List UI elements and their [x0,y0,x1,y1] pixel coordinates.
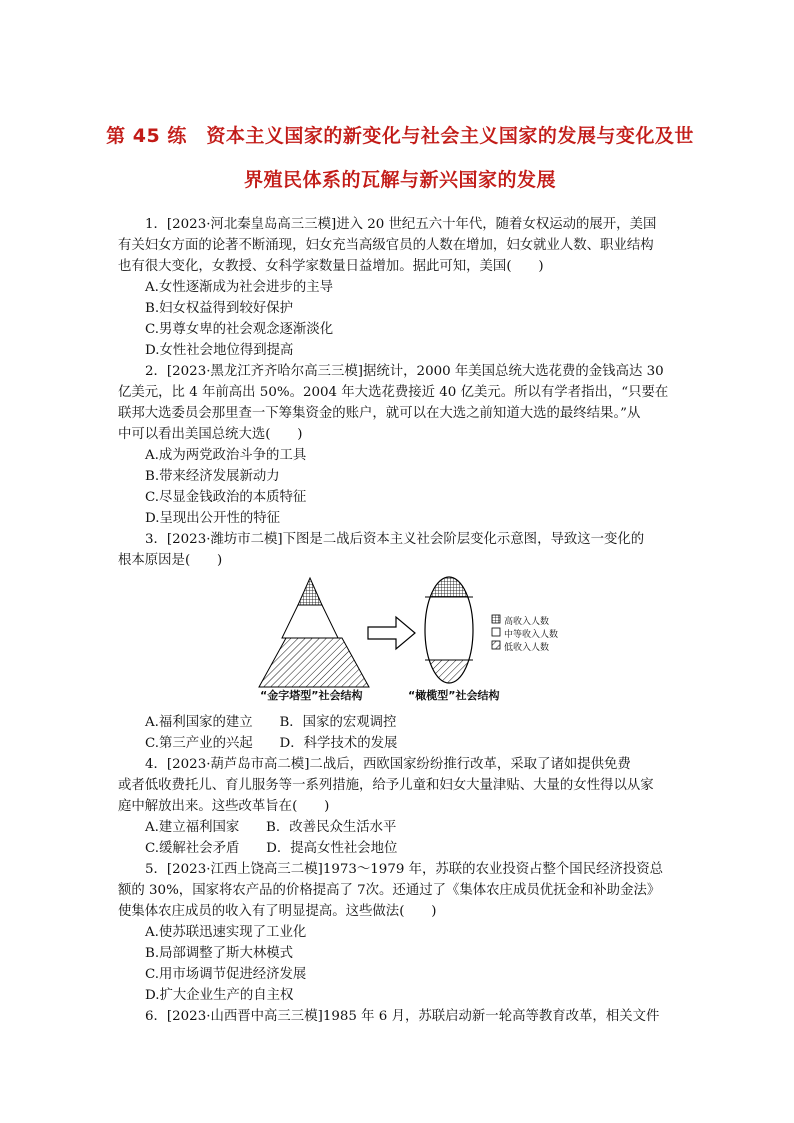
q4-stem-line: 4．[2023·葫芦岛市高二模]二战后，西欧国家纷纷推行改革，采取了诸如提供免费 [145,757,631,772]
q5-stem-line: 额的 30%，国家将农产品的价格提高了 7次。还通过了《集体农庄成员优抚金和补助金法》 [118,883,661,898]
legend-swatch-middle [492,628,500,636]
q3-options-row-cd[interactable]: C.第三产业的兴起 D．科学技术的发展 [145,736,398,751]
q2-stem-line: 亿美元，比 4 年前高出 50%。2004 年大选花费接近 40 亿美元。所以有学者指出，“只要在 [118,385,669,400]
q2-stem-line: 2．[2023·黑龙江齐齐哈尔高三三模]据统计，2000 年美国总统大选花费的金钱高达 30 [145,364,664,379]
q5-option-d[interactable]: D.扩大企业生产的自主权 [145,988,294,1003]
pyramid-caption: “金字塔型”社会结构 [260,689,363,702]
q2-stem-line: 联邦大选委员会那里查一下筹集资金的账户，就可以在大选之前知道大选的最终结果。”从 [118,406,641,421]
q4-stem-line: 或者低收费托儿、育儿服务等一系列措施，给予儿童和妇女大量津贴、大量的女性得以从家 [118,778,654,793]
q4-options-row-ab[interactable]: A.建立福利国家 B．改善民众生活水平 [145,820,397,835]
q1-option-d[interactable]: D.女性社会地位得到提高 [145,343,294,358]
q5-stem-line: 5．[2023·江西上饶高三二模]1973～1979 年，苏联的农业投资占整个国民经济投资总 [145,862,664,877]
q1-option-b[interactable]: B.妇女权益得到较好保护 [145,301,294,316]
q1-option-a[interactable]: A.女性逐渐成为社会进步的主导 [145,280,334,295]
q5-option-a[interactable]: A.使苏联迅速实现了工业化 [145,925,307,940]
legend-high-income: 高收入人数 [504,617,550,627]
arrow-icon [368,617,415,649]
q3-stem-line: 3．[2023·潍坊市二模]下图是二战后资本主义社会阶层变化示意图，导致这一变化的 [145,532,645,547]
olive-top-high-income [423,575,475,597]
q1-stem-line: 有关妇女方面的论著不断涌现，妇女充当高级官员的人数在增加，妇女就业人数、职业结构 [118,238,654,253]
q5-stem-line: 使集体农庄成员的收入有了明显提高。这些做法( ) [118,904,437,919]
q3-options-row-ab[interactable]: A.福利国家的建立 B．国家的宏观调控 [145,715,397,730]
page-title-line-1: 第 45 练 资本主义国家的新变化与社会主义国家的发展与变化及世 [106,125,694,147]
q2-option-c[interactable]: C.尽显金钱政治的本质特征 [145,490,307,505]
q1-option-c[interactable]: C.男尊女卑的社会观念逐渐淡化 [145,322,334,337]
legend-middle-income: 中等收入人数 [504,630,559,640]
q5-option-b[interactable]: B.局部调整了斯大林模式 [145,946,294,961]
q1-stem-line: 1．[2023·河北秦皇岛高三三模]进入 20 世纪五六十年代，随着女权运动的展开，美国 [145,217,657,232]
q3-stem-line: 根本原因是( ) [118,553,223,568]
page-title-line-2: 界殖民体系的瓦解与新兴国家的发展 [243,169,556,191]
pyramid-top-high-income [298,578,322,605]
q2-stem-line: 中可以看出美国总统大选( ) [118,427,303,442]
q2-option-b[interactable]: B.带来经济发展新动力 [145,469,280,484]
q2-option-a[interactable]: A.成为两党政治斗争的工具 [145,448,307,463]
pyramid-base-low-income [259,638,369,687]
q5-option-c[interactable]: C.用市场调节促进经济发展 [145,967,307,982]
legend-swatch-high [492,615,500,623]
legend-low-income: 低收入人数 [504,643,550,653]
legend-swatch-low [492,641,500,649]
q6-stem-line: 6．[2023·山西晋中高三三模]1985 年 6 月，苏联启动新一轮高等教育改革，相关文件 [145,1009,660,1024]
q4-stem-line: 庭中解放出来。这些改革旨在( ) [118,799,330,814]
olive-middle-income [423,597,475,660]
social-structure-diagram [258,575,578,705]
q2-option-d[interactable]: D.呈现出公开性的特征 [145,511,281,526]
q4-options-row-cd[interactable]: C.缓解社会矛盾 D．提高女性社会地位 [145,841,398,856]
q1-stem-line: 也有很大变化，女教授、女科学家数量日益增加。据此可知，美国( ) [118,259,544,274]
pyramid-middle-income [282,605,338,638]
olive-caption: “橄榄型”社会结构 [408,689,500,702]
